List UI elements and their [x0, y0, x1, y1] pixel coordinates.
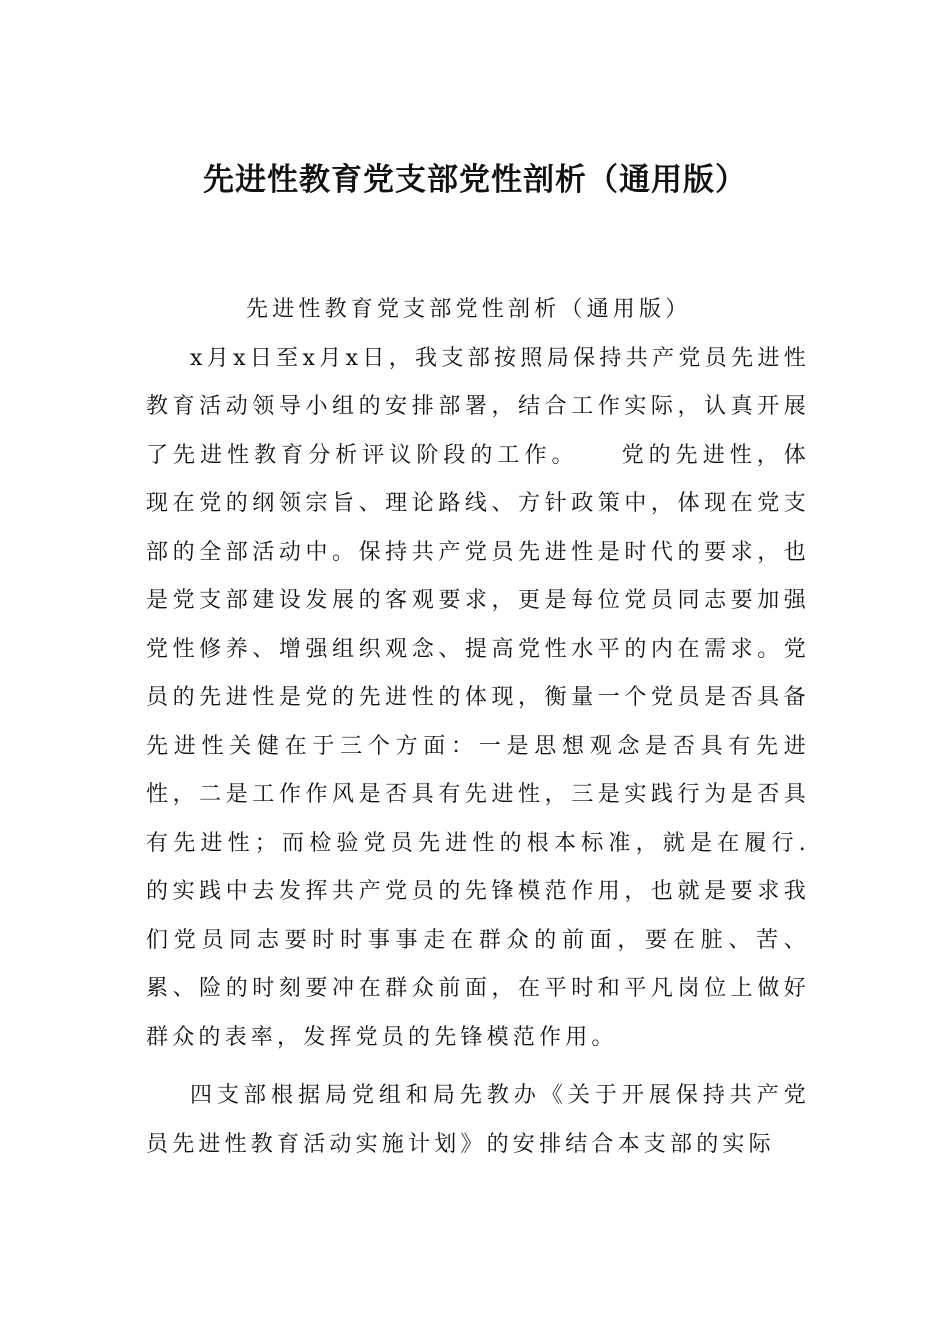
body-paragraph-1: x月x日至x月x日，我支部按照局保持共产党员先进性教育活动领导小组的安排部署，结合工作实际，认真开展了先进性教育分析评议阶段的工作。 党的先进性，体现在党的纲领宗旨、理论路线、方针政策中，体现在党支部的全部活动中。保持共产党员先进性是时代的要求，也是党支部建设发展的客观要求，更是每位党员同志要加强党性修养、增强组织观念、提高党性水平的内在需求。党员的先进性是党的先进性的体现，衡量一个党员是否具备先进性关健在于三个方面：一是思想观念是否具有先进性，二是工作作风是否具有先进性，三是实践行为是否具有先进性；而检验党员先进性的根本标准，就是在履行.的实践中去发挥共产党员的先锋模范作用，也就是要求我们党员同志要时时事事走在群众的前面，要在脏、苦、累、险的时刻要冲在群众前面，在平时和平凡岗位上做好群众的表率，发挥党员的先锋模范作用。: [146, 345, 810, 1050]
document-body: [146, 286, 810, 1169]
document-title: 先进性教育党支部党性剖析（通用版）: [203, 162, 747, 198]
document-subtitle: 先进性教育党支部党性剖析（通用版）: [246, 297, 692, 322]
body-paragraph-2: 四支部根据局党组和局先教办《关于开展保持共产党员先进性教育活动实施计划》的安排结合本支部的实际: [146, 1083, 810, 1157]
